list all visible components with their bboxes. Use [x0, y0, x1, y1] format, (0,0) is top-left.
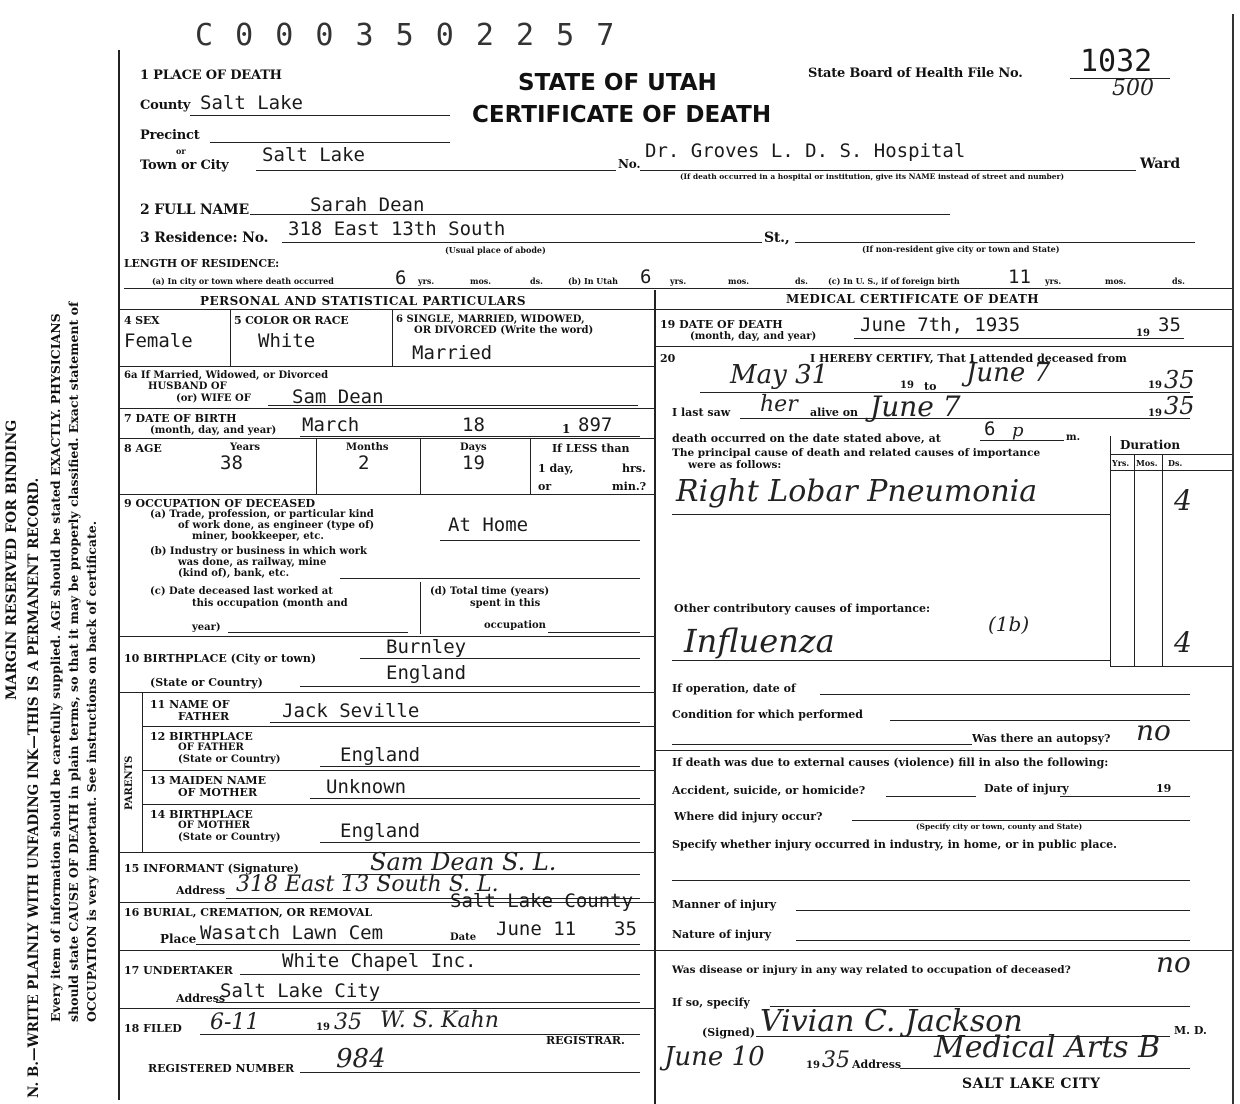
duration-label: Duration: [1120, 438, 1181, 452]
year-prefix-3: 19: [1148, 408, 1162, 419]
residence-us-label: (c) In U. S., if of foreign birth: [828, 276, 960, 286]
death-time: 6: [984, 418, 996, 440]
or-label: or: [176, 146, 186, 156]
burial-year: 35: [614, 918, 637, 940]
occupation-d-3: occupation: [484, 620, 546, 631]
county-label: County: [140, 98, 191, 113]
number-label: No.: [618, 157, 641, 171]
manner-of-injury-label: Manner of injury: [672, 898, 777, 911]
usual-abode-note: (Usual place of abode): [445, 245, 546, 255]
street-label: St.,: [764, 230, 790, 246]
state-heading: STATE OF UTAH: [518, 70, 717, 96]
principal-cause-duration: 4: [1174, 484, 1192, 517]
other-causes-label: Other contributory causes of importance:: [674, 602, 931, 615]
registered-number-label: REGISTERED NUMBER: [148, 1062, 295, 1075]
attended-from: May 31: [730, 360, 829, 390]
mother-label-2: OF MOTHER: [178, 786, 258, 799]
dob-day: 18: [462, 414, 485, 436]
occupation-label: 9 OCCUPATION OF DECEASED: [124, 497, 316, 510]
principal-cause-label-2: were as follows:: [688, 459, 782, 471]
principal-cause: Right Lobar Pneumonia: [676, 474, 1038, 509]
marital-value: Married: [412, 342, 493, 364]
age-years: 38: [220, 452, 243, 474]
margin-instructions-3: OCCUPATION is very important. See instructions on back of certificate.: [84, 520, 99, 1022]
informant-address: 318 East 13 South S. L.: [236, 872, 499, 897]
father-label-1: 11 NAME OF: [150, 698, 230, 711]
birthplace-country: England: [386, 662, 467, 684]
external-causes-label: If death was due to external causes (violence) fill in also the following:: [672, 756, 1109, 769]
city-stamp: SALT LAKE CITY: [962, 1076, 1101, 1092]
date-of-death: June 7th, 1935: [860, 314, 1021, 336]
occupation-c-2: this occupation (month and: [192, 598, 348, 609]
alive-on-label: alive on: [810, 406, 859, 419]
father-birthplace: England: [340, 744, 421, 766]
year-prefix-1: 19: [900, 380, 914, 391]
last-saw-year: 35: [1164, 392, 1195, 420]
years-label: Years: [230, 442, 261, 453]
serial-number: C 0 0 0 3 5 0 2 2 5 7: [195, 18, 617, 53]
spouse-label-3: (or) WIFE OF: [176, 393, 251, 404]
color-value: White: [258, 330, 316, 352]
spouse-label-2: HUSBAND OF: [148, 381, 227, 392]
date-of-death-label-2: (month, day, and year): [690, 331, 817, 342]
age-label: 8 AGE: [124, 442, 162, 455]
last-saw-who: her: [760, 392, 798, 417]
mos-label-a: mos.: [470, 276, 492, 286]
mos-label-c: mos.: [1105, 276, 1127, 286]
dob-label-1: 7 DATE OF BIRTH: [124, 412, 237, 425]
other-cause-marker: (1b): [988, 612, 1030, 636]
sex-value: Female: [124, 330, 193, 352]
less-hrs-label: hrs.: [622, 462, 646, 475]
occupation-c-1: (c) Date deceased last worked at: [150, 586, 333, 597]
residence-utah-label: (b) In Utah: [568, 276, 618, 286]
precinct-label: Precinct: [140, 128, 200, 143]
attended-to: June 7: [966, 358, 1051, 388]
birthplace-city: Burnley: [386, 636, 467, 658]
last-saw-date: June 7: [870, 390, 961, 423]
dob-month: March: [302, 414, 360, 436]
where-injury-note: (Specify city or town, county and State): [916, 822, 1083, 831]
hospital-value: Dr. Groves L. D. S. Hospital: [645, 140, 966, 162]
certify-text: I HEREBY CERTIFY, That I attended deceased from: [810, 352, 1127, 365]
burial-place: Wasatch Lawn Cem: [200, 922, 384, 944]
less-day-label: 1 day,: [538, 462, 574, 475]
to-label: to: [924, 380, 937, 393]
md-label: M. D.: [1174, 1024, 1207, 1037]
length-of-residence-label: LENGTH OF RESIDENCE:: [124, 257, 279, 270]
if-so-label: If so, specify: [672, 996, 750, 1009]
burial-value: Salt Lake County: [450, 890, 634, 912]
undertaker-address: Salt Lake City: [220, 980, 381, 1002]
informant-signature: Sam Dean S. L.: [370, 848, 557, 876]
autopsy-value: no: [1136, 714, 1171, 747]
spouse-value: Sam Dean: [292, 386, 384, 408]
mother-birthplace-label-3: (State or Country): [178, 832, 281, 843]
principal-cause-label-1: The principal cause of death and related causes of importance: [672, 447, 1041, 459]
residence-city-years: 6: [395, 267, 407, 289]
where-injury-label: Where did injury occur?: [674, 810, 823, 823]
signed-year-prefix: 19: [806, 1060, 820, 1071]
physician-address-label: Address: [852, 1058, 902, 1071]
place-of-death-label: 1 PLACE OF DEATH: [140, 68, 282, 83]
marital-label-2: OR DIVORCED (Write the word): [414, 325, 594, 336]
county-value: Salt Lake: [200, 92, 303, 114]
informant-address-label: Address: [176, 884, 226, 897]
occupation-b-3: (kind of), bank, etc.: [178, 568, 290, 579]
ds-label-c: ds.: [1172, 276, 1185, 286]
injury-year-prefix: 19: [1156, 782, 1172, 795]
birthplace-label: 10 BIRTHPLACE (City or town): [124, 652, 317, 665]
medical-heading: MEDICAL CERTIFICATE OF DEATH: [786, 292, 1040, 306]
marital-label-1: 6 SINGLE, MARRIED, WIDOWED,: [396, 314, 585, 325]
dob-label-2: (month, day, and year): [150, 425, 277, 436]
full-name-value: Sarah Dean: [310, 194, 425, 216]
residence-city-label: (a) In city or town where death occurred: [152, 276, 334, 286]
parents-label: PARENTS: [124, 755, 135, 810]
burial-place-label: Place: [160, 932, 197, 946]
dob-year-prefix: 1: [562, 422, 571, 436]
occupation-a-2: of work done, as engineer (type of): [178, 520, 375, 531]
mos-label-b: mos.: [728, 276, 750, 286]
occupation-a-1: (a) Trade, profession, or particular kind: [150, 509, 374, 520]
last-saw-label: I last saw: [672, 406, 731, 419]
mother-birthplace: England: [340, 820, 421, 842]
town-label: Town or City: [140, 158, 229, 173]
months-label: Months: [346, 442, 389, 453]
residence-us-years: 11: [1008, 266, 1031, 288]
occupation-b-1: (b) Industry or business in which work: [150, 546, 367, 557]
date-of-injury-label: Date of injury: [984, 782, 1069, 795]
age-days: 19: [462, 452, 485, 474]
town-value: Salt Lake: [262, 144, 365, 166]
residence-value: 318 East 13th South: [288, 218, 506, 240]
frame-left: [118, 50, 120, 1100]
nonresident-note: (If non-resident give city or town and State): [862, 244, 1060, 254]
physician-address: Medical Arts B: [934, 1030, 1161, 1065]
certify-number: 20: [660, 352, 676, 365]
dod-year-prefix: 19: [1136, 328, 1150, 339]
condition-label: Condition for which performed: [672, 708, 863, 721]
disease-occupation-value: no: [1156, 946, 1191, 979]
registrar-label: REGISTRAR.: [546, 1034, 625, 1047]
margin-instructions-1: Every item of information should be carefully supplied. AGE should be stated EXACTLY. PHYSICIANS: [48, 313, 63, 1022]
signed-date: June 10: [664, 1042, 765, 1072]
other-cause: Influenza: [684, 622, 835, 660]
less-or-label: or: [538, 480, 552, 493]
father-value: Jack Seville: [282, 700, 420, 722]
ds-label-a: ds.: [530, 276, 543, 286]
mother-value: Unknown: [326, 776, 407, 798]
occupation-d-1: (d) Total time (years): [430, 586, 550, 597]
father-birthplace-label-2: OF FATHER: [178, 742, 244, 753]
color-label: 5 COLOR OR RACE: [234, 314, 349, 327]
undertaker-address-label: Address: [176, 992, 226, 1005]
sex-label: 4 SEX: [124, 314, 160, 327]
frame-right: [1232, 14, 1234, 1104]
registrar-signature: W. S. Kahn: [380, 1008, 499, 1033]
ds-label-b: ds.: [795, 276, 808, 286]
undertaker-label: 17 UNDERTAKER: [124, 964, 233, 977]
accident-label: Accident, suicide, or homicide?: [672, 784, 866, 797]
residence-utah-years: 6: [640, 266, 652, 288]
other-cause-duration: 4: [1174, 626, 1192, 659]
registered-number: 984: [336, 1044, 386, 1074]
yrs-label-a: yrs.: [418, 276, 435, 286]
father-birthplace-label-1: 12 BIRTHPLACE: [150, 730, 253, 743]
operation-label: If operation, date of: [672, 682, 796, 695]
year-prefix-2: 19: [1148, 380, 1162, 391]
signed-year: 35: [822, 1048, 850, 1073]
attended-year: 35: [1164, 366, 1195, 394]
filed-value: 6-11: [210, 1010, 260, 1035]
father-label-2: FATHER: [178, 710, 230, 723]
less-min-label: min.?: [612, 480, 647, 493]
hospital-note: (If death occurred in a hospital or institution, give its NAME instead of street and number): [680, 172, 1065, 181]
margin-binding-note: MARGIN RESERVED FOR BINDING: [4, 419, 20, 700]
burial-date: June 11: [496, 918, 577, 940]
signed-label: (Signed): [702, 1026, 755, 1039]
disease-occupation-label: Was disease or injury in any way related to occupation of deceased?: [672, 964, 1071, 976]
occupation-c-3: year): [192, 622, 221, 633]
occupation-value: At Home: [448, 514, 529, 536]
duration-years-label: Yrs.: [1112, 458, 1130, 468]
mother-label-1: 13 MAIDEN NAME: [150, 774, 266, 787]
burial-date-label: Date: [450, 932, 477, 943]
days-label: Days: [460, 442, 487, 453]
margin-instructions-2: should state CAUSE OF DEATH in plain terms, so that it may be properly classified. Exact statement of: [66, 301, 81, 1022]
less-than-label: If LESS than: [552, 442, 630, 455]
yrs-label-b: yrs.: [670, 276, 687, 286]
mother-birthplace-label-2: OF MOTHER: [178, 820, 250, 831]
full-name-label: 2 FULL NAME: [140, 202, 249, 218]
filed-label: 18 FILED: [124, 1022, 182, 1035]
autopsy-label: Was there an autopsy?: [972, 732, 1111, 745]
nature-of-injury-label: Nature of injury: [672, 928, 772, 941]
file-number-label: State Board of Health File No.: [808, 66, 1023, 81]
occupation-a-3: miner, bookkeeper, etc.: [192, 531, 324, 542]
physician-signature: Vivian C. Jackson: [760, 1004, 1023, 1039]
occupation-b-2: was done, as railway, mine: [178, 557, 327, 568]
father-birthplace-label-3: (State or Country): [178, 754, 281, 765]
birthplace-state-label: (State or Country): [150, 676, 263, 689]
undertaker-value: White Chapel Inc.: [282, 950, 477, 972]
certificate-title: CERTIFICATE OF DEATH: [472, 102, 772, 128]
m-label: m.: [1066, 432, 1081, 443]
dod-year: 35: [1158, 314, 1181, 336]
file-number-sub: 500: [1112, 76, 1154, 101]
yrs-label-c: yrs.: [1045, 276, 1062, 286]
ward-label: Ward: [1140, 156, 1180, 172]
occupation-d-2: spent in this: [470, 598, 541, 609]
filed-year-prefix: 19: [316, 1022, 330, 1033]
date-of-death-label-1: 19 DATE OF DEATH: [660, 318, 783, 331]
specify-injury-label: Specify whether injury occurred in industry, in home, or in public place.: [672, 838, 1117, 851]
mother-birthplace-label-1: 14 BIRTHPLACE: [150, 808, 253, 821]
personal-heading: PERSONAL AND STATISTICAL PARTICULARS: [200, 294, 527, 308]
burial-label: 16 BURIAL, CREMATION, OR REMOVAL: [124, 906, 373, 919]
margin-ink-note: N. B.—WRITE PLAINLY WITH UNFADING INK—THIS IS A PERMANENT RECORD.: [26, 477, 42, 1098]
duration-days-label: Ds.: [1168, 458, 1183, 468]
column-divider: [654, 290, 656, 1104]
death-time-suffix: p: [1012, 420, 1024, 441]
filed-year: 35: [334, 1010, 362, 1035]
residence-label: 3 Residence: No.: [140, 230, 269, 246]
dob-year: 897: [578, 414, 613, 436]
file-number: 1032: [1080, 44, 1153, 79]
informant-label: 15 INFORMANT (Signature): [124, 862, 299, 875]
age-months: 2: [358, 452, 370, 474]
duration-months-label: Mos.: [1136, 458, 1158, 468]
death-occurred-label: death occurred on the date stated above, at: [672, 432, 941, 445]
spouse-label-1: 6a If Married, Widowed, or Divorced: [124, 370, 329, 381]
